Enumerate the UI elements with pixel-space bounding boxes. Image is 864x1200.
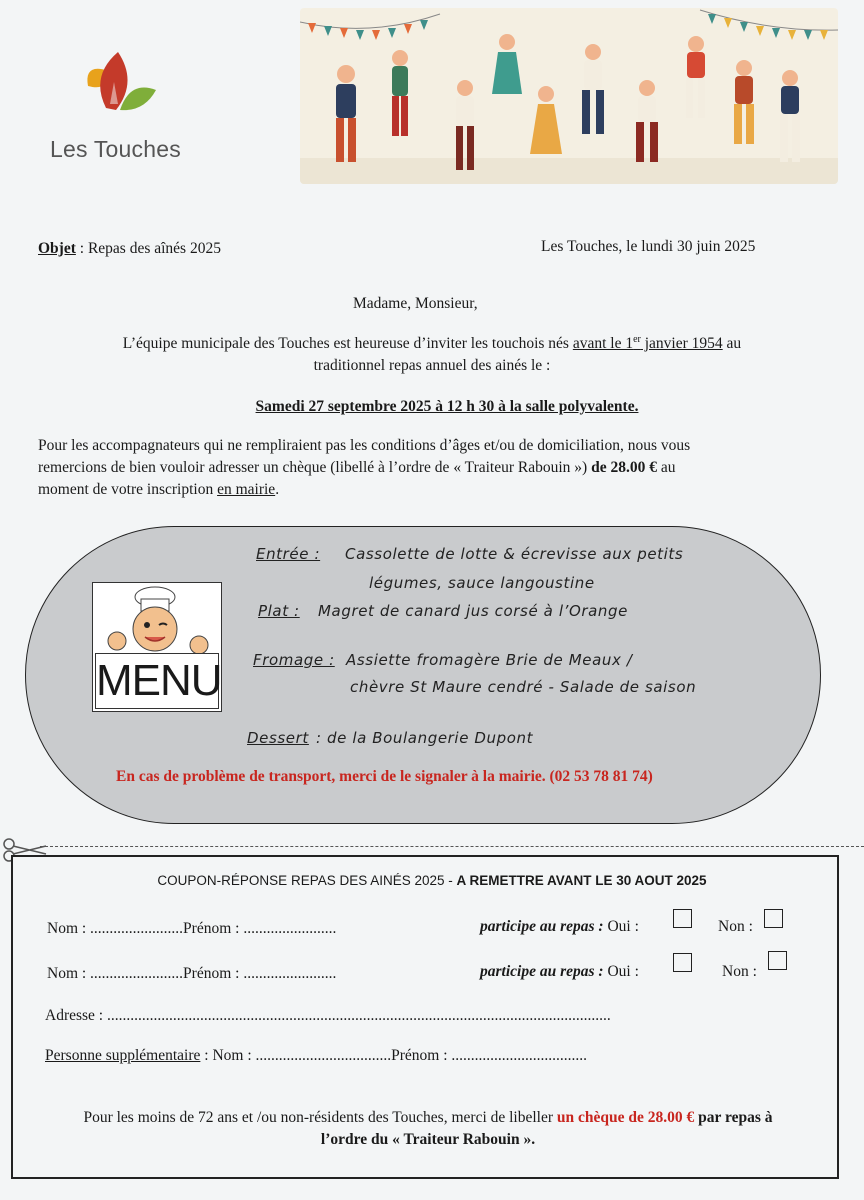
- coupon-row-1-names[interactable]: Nom : ........................Prénom : ........................: [47, 920, 337, 937]
- non-label-1: Non :: [718, 918, 753, 935]
- coupon-footer-1: [0, 1109, 856, 1127]
- accomp-line-2: [38, 459, 818, 477]
- participe-label-2: participe au repas :: [480, 963, 604, 980]
- objet-value: Repas des aînés 2025: [87, 240, 221, 257]
- fromage-label: Fromage :: [253, 651, 335, 669]
- logo-text: Les Touches: [50, 136, 181, 162]
- intro-line-2: traditionnel repas annuel des ainés le :: [313, 357, 551, 374]
- menu-badge-text: MENU: [95, 653, 219, 709]
- banner-illustration: [300, 8, 838, 184]
- objet-sep: :: [75, 240, 88, 257]
- intro-date-a: avant le 1: [572, 335, 634, 353]
- intro-date-b: janvier 1954: [640, 335, 723, 353]
- dancing-seniors-illustration: [300, 8, 838, 184]
- cut-line: [40, 846, 864, 847]
- footer-price: un chèque de 28.00 €: [556, 1109, 695, 1126]
- dessert-label: Dessert: [247, 729, 309, 747]
- les-touches-leaf-logo: [80, 46, 160, 128]
- coupon-row-2-names[interactable]: Nom : ........................Prénom : ........................: [47, 965, 337, 982]
- coupon-title: [0, 873, 864, 888]
- event-line: Samedi 27 septembre 2025 à 12 h 30 à la salle polyvalente.: [255, 398, 639, 415]
- logo: [80, 46, 160, 128]
- objet-line: [38, 240, 221, 258]
- footer-text: Pour les moins de 72 ans et /ou non-résidents des Touches, merci de libeller: [83, 1109, 557, 1126]
- accomp-mairie: en mairie: [217, 481, 276, 498]
- coupon-row-2-participe: [480, 963, 639, 981]
- coupon-personne[interactable]: [45, 1047, 587, 1065]
- entree-line-2: légumes, sauce langoustine: [369, 574, 595, 592]
- intro-date: [573, 335, 723, 352]
- chef-menu-icon: [93, 583, 221, 663]
- non-checkbox-1[interactable]: [764, 909, 783, 928]
- plat-label: Plat :: [258, 602, 300, 620]
- dessert-value: : de la Boulangerie Dupont: [316, 729, 534, 747]
- accomp-line-1: Pour les accompagnateurs qui ne rempliraient pas les conditions d’âges et/ou de domiciliation, nous vous: [38, 437, 691, 454]
- participe-label: participe au repas :: [480, 918, 604, 935]
- fromage-line-1: Assiette fromagère Brie de Meaux /: [346, 651, 633, 669]
- objet-label: Objet: [38, 240, 76, 257]
- coupon-footer-2: l’ordre du « Traiteur Rabouin ».: [320, 1131, 536, 1148]
- coupon-title-b: A REMETTRE AVANT LE 30 AOUT 2025: [456, 873, 707, 888]
- oui-label-2: Oui :: [603, 963, 639, 980]
- date-line: Les Touches, le lundi 30 juin 2025: [541, 238, 756, 255]
- oui-checkbox-1[interactable]: [673, 909, 692, 928]
- accomp-end: au: [656, 459, 676, 476]
- entree-label: Entrée :: [256, 545, 321, 563]
- personne-label: Personne supplémentaire: [45, 1047, 201, 1064]
- accomp-line-3: [38, 481, 279, 499]
- personne-fields: : Nom : ...................................Prénom : ...................................: [200, 1047, 588, 1064]
- transport-notice: En cas de problème de transport, merci de le signaler à la mairie. (02 53 78 81 74): [116, 768, 653, 785]
- entree-line-1: Cassolette de lotte & écrevisse aux petits: [345, 545, 684, 563]
- accomp-3c: .: [275, 481, 280, 498]
- intro-text: L’équipe municipale des Touches est heureuse d’inviter les touchois nés: [122, 335, 573, 353]
- menu-badge: [92, 582, 222, 712]
- greeting: Madame, Monsieur,: [353, 295, 478, 312]
- accomp-3a: moment de votre inscription: [38, 481, 218, 498]
- intro-line-1: [0, 334, 864, 353]
- footer-end: par repas à: [694, 1109, 773, 1126]
- intro-date-sup: er: [633, 334, 641, 345]
- oui-label: Oui :: [603, 918, 639, 935]
- coupon-row-1-participe: [480, 918, 639, 936]
- fromage-line-2: chèvre St Maure cendré - Salade de saison: [350, 678, 697, 696]
- plat-value: Magret de canard jus corsé à l’Orange: [318, 602, 628, 620]
- intro-end: au: [722, 335, 742, 353]
- coupon-title-a: COUPON-RÉPONSE REPAS DES AINÉS 2025 -: [157, 873, 457, 888]
- oui-checkbox-2[interactable]: [673, 953, 692, 972]
- non-label-2: Non :: [722, 963, 757, 980]
- accomp-text: remercions de bien vouloir adresser un chèque (libellé à l’ordre de « Traiteur Rabouin »): [38, 459, 592, 476]
- non-checkbox-2[interactable]: [768, 951, 787, 970]
- coupon-adresse[interactable]: Adresse : ..................................................................................................................................: [45, 1007, 611, 1024]
- accomp-price: de 28.00 €: [591, 459, 657, 476]
